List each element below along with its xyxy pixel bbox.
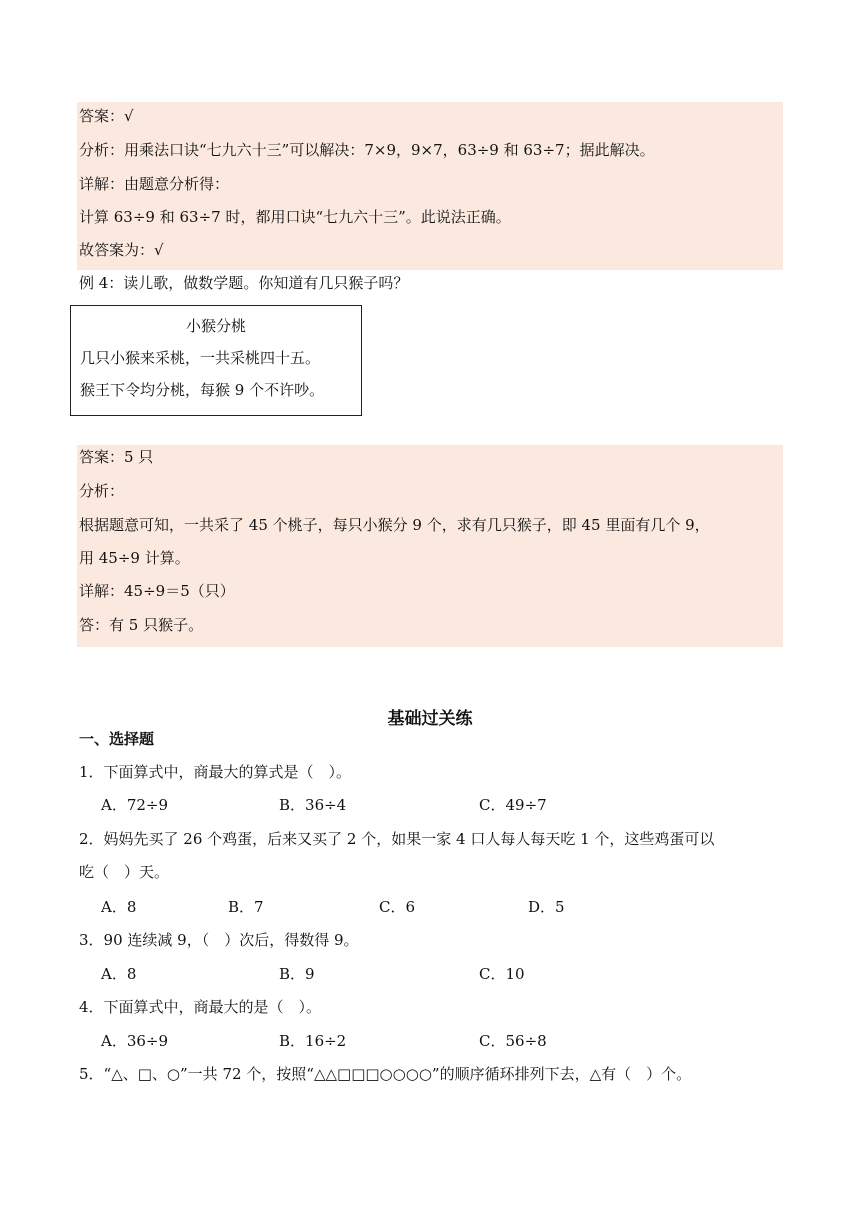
poem-box — [70, 305, 362, 416]
question-5-stem: 5．“△、□、○”一共 72 个，按照“△△□□□○○○○”的顺序循环排列下去，△有（ ）个。 — [79, 1065, 692, 1083]
question-4-option-a: A．36÷9 — [101, 1032, 169, 1050]
reply-line: 答：有 5 只猴子。 — [79, 616, 204, 634]
detail-line: 详解：45÷9＝5（只） — [79, 582, 235, 600]
question-1-option-a: A．72÷9 — [101, 796, 169, 814]
answer-line: 答案：5 只 — [79, 448, 154, 466]
question-1-option-c: C．49÷7 — [479, 796, 547, 814]
question-2-option-c: C．6 — [379, 898, 416, 916]
section-heading: 基础过关练 — [387, 709, 473, 729]
question-3-option-a: A．8 — [101, 965, 137, 983]
question-2-stem-line-1: 2．妈妈先买了 26 个鸡蛋，后来又买了 2 个，如果一家 4 口人每人每天吃 1 个，这些鸡蛋可以 — [79, 830, 715, 848]
analysis-line: 分析：用乘法口诀“七九六十三”可以解决：7×9，9×7，63÷9 和 63÷7；据此解决。 — [79, 141, 655, 159]
question-4-option-b: B．16÷2 — [279, 1032, 347, 1050]
question-3-stem: 3．90 连续减 9，（ ）次后，得数得 9。 — [79, 931, 359, 949]
analysis-label: 分析： — [79, 482, 125, 500]
section-subheading: 一、选择题 — [79, 730, 155, 748]
analysis-line-2: 用 45÷9 计算。 — [79, 549, 190, 567]
question-2-option-d: D．5 — [528, 898, 565, 916]
conclusion-line: 故答案为：√ — [79, 241, 164, 259]
question-4-option-c: C．56÷8 — [479, 1032, 547, 1050]
detail-body: 计算 63÷9 和 63÷7 时，都用口诀“七九六十三”。此说法正确。 — [79, 208, 511, 226]
poem-line-1: 几只小猴来采桃，一共采桃四十五。 — [80, 349, 321, 367]
question-1-stem: 1．下面算式中，商最大的算式是（ ）。 — [79, 763, 352, 781]
question-2-stem-line-2: 吃（ ）天。 — [79, 863, 170, 881]
poem-line-2: 猴王下令均分桃，每猴 9 个不许吵。 — [80, 381, 325, 399]
question-2-option-a: A．8 — [101, 898, 137, 916]
example-4-question: 例 4：读儿歌，做数学题。你知道有几只猴子吗？ — [79, 274, 409, 292]
question-3-option-b: B．9 — [279, 965, 315, 983]
question-3-option-c: C．10 — [479, 965, 525, 983]
question-1-option-b: B．36÷4 — [279, 796, 347, 814]
poem-title: 小猴分桃 — [185, 317, 246, 335]
analysis-line-1: 根据题意可知，一共采了 45 个桃子，每只小猴分 9 个，求有几只猴子，即 45 里面有几个 9， — [79, 516, 710, 534]
question-2-option-b: B．7 — [228, 898, 264, 916]
answer-line: 答案：√ — [79, 107, 134, 125]
question-4-stem: 4．下面算式中，商最大的是（ ）。 — [79, 998, 322, 1016]
detail-label: 详解：由题意分析得： — [79, 175, 230, 193]
